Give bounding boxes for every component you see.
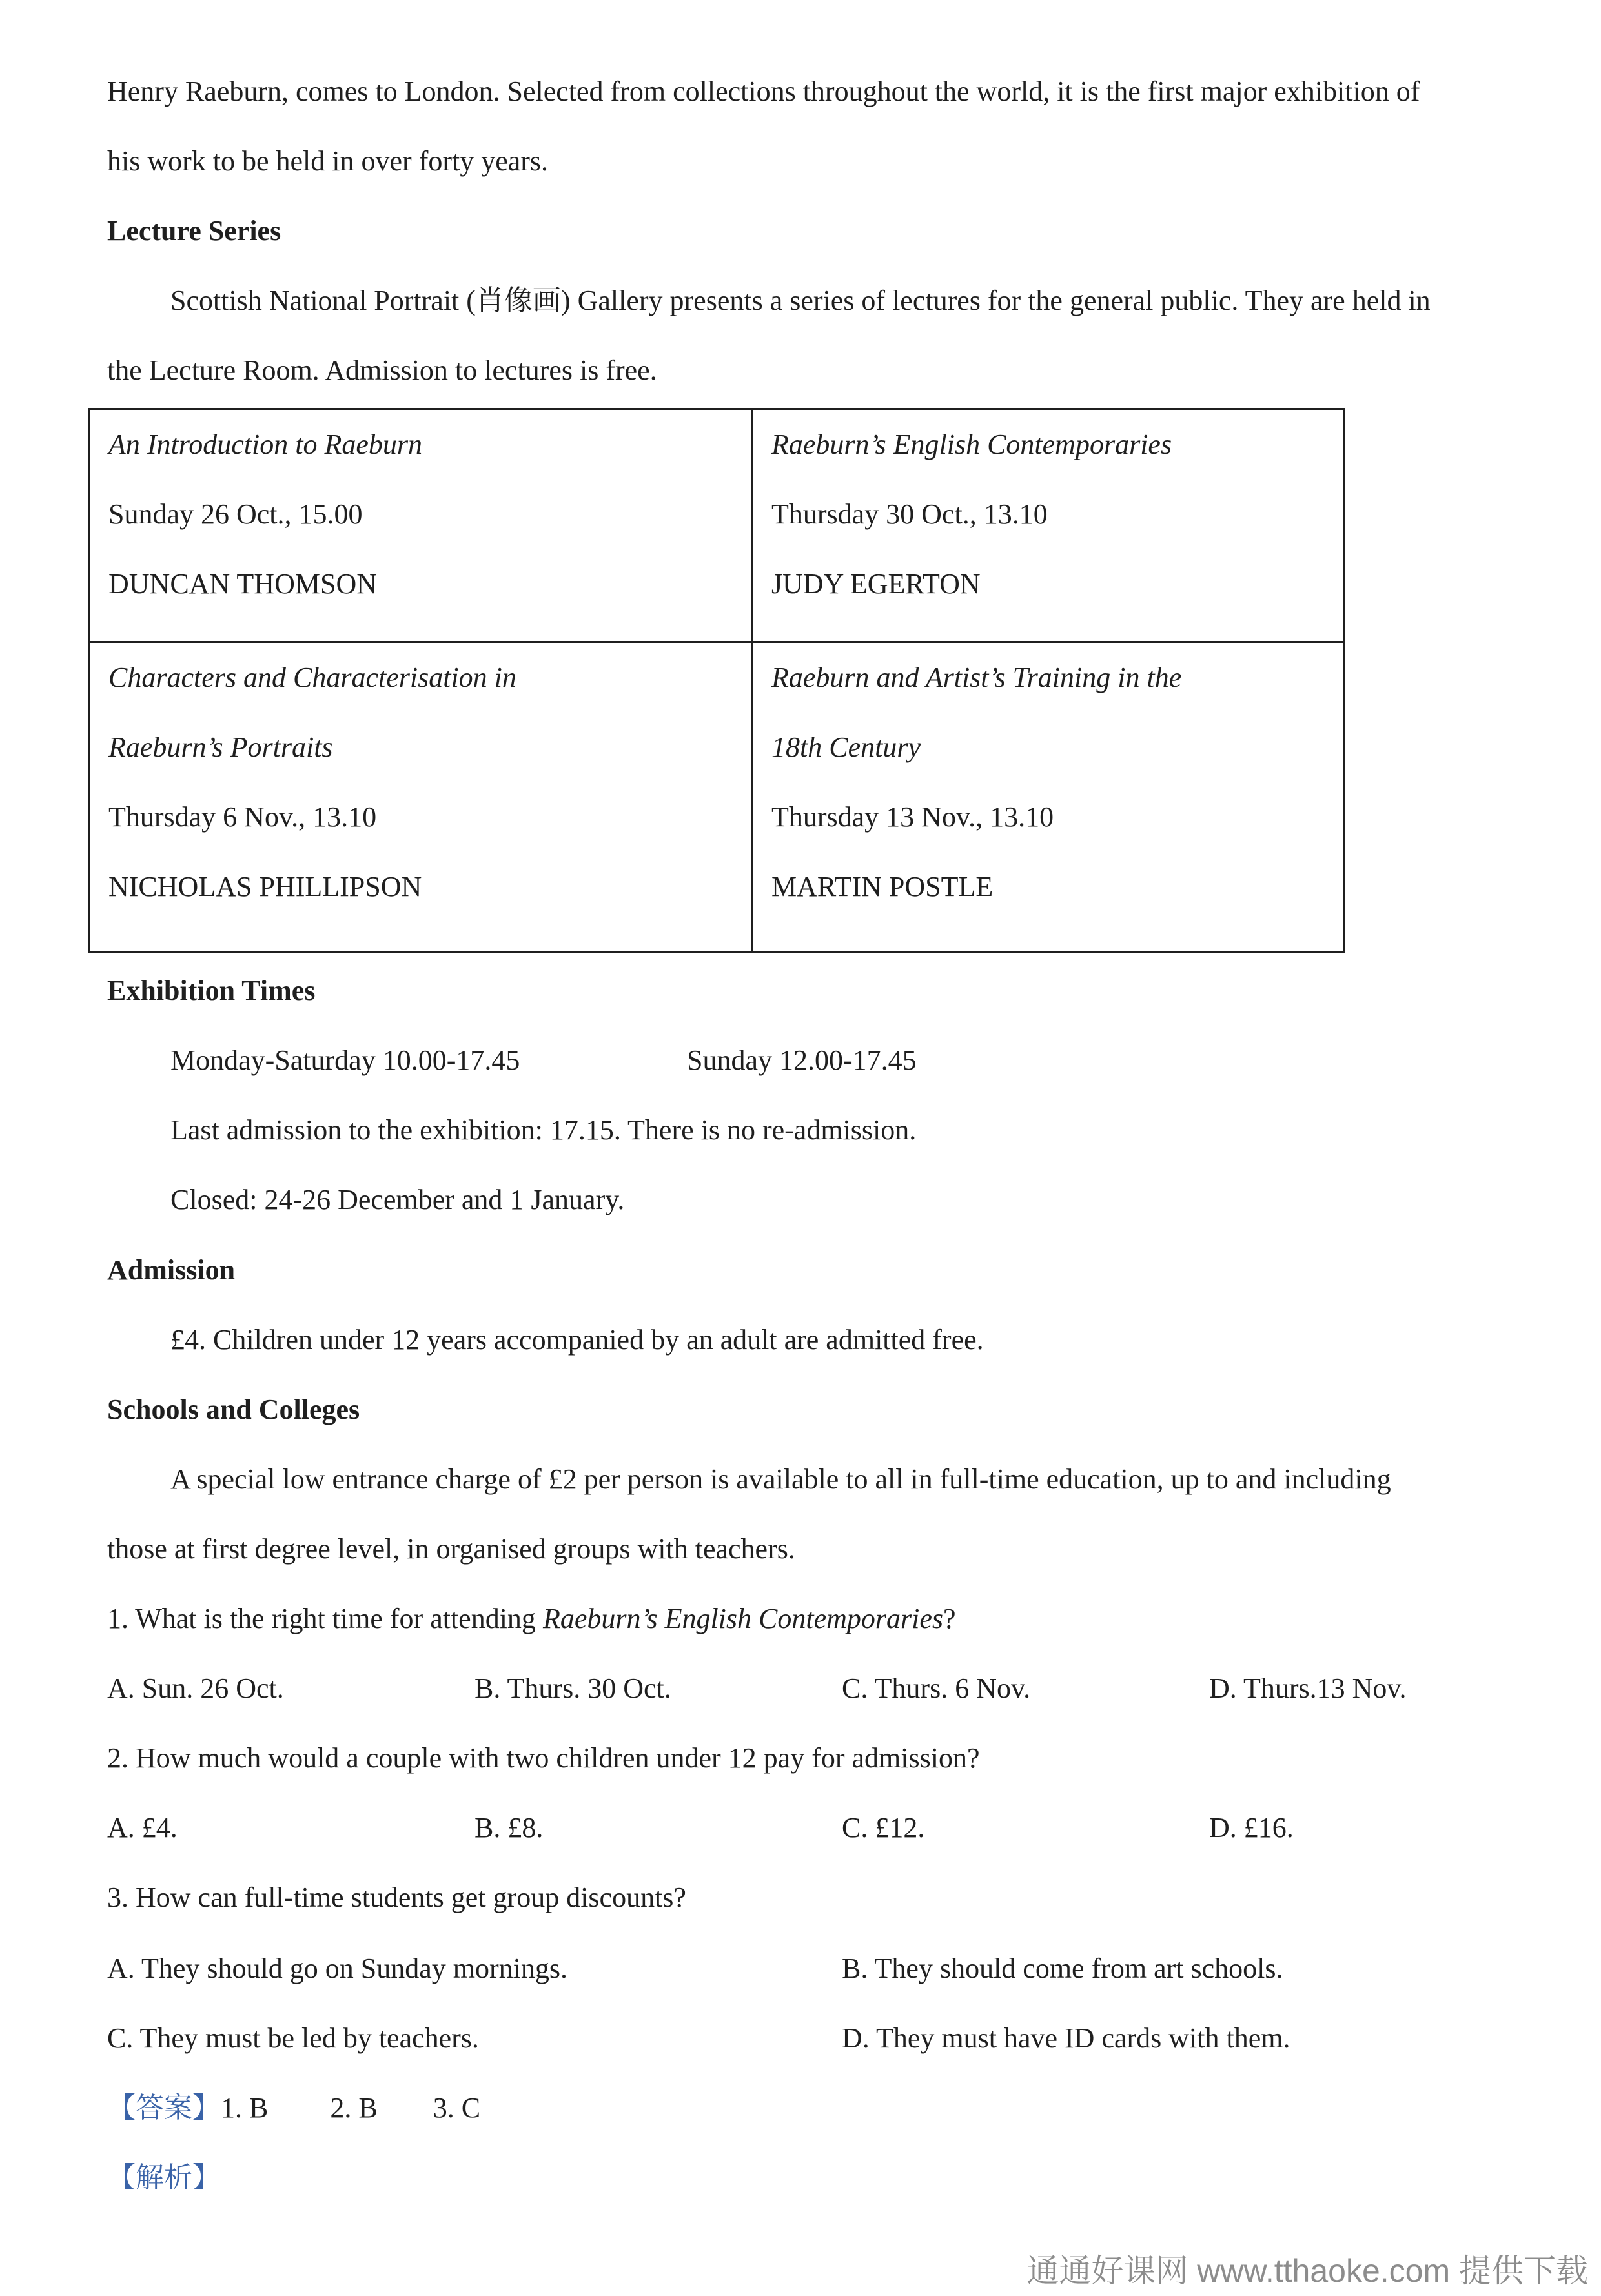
intro-line-2: his work to be held in over forty years. xyxy=(107,145,549,177)
lecture-series-para-line-1: Scottish National Portrait (肖像画) Gallery presents a series of lectures for the general public. They are held in xyxy=(170,285,1431,316)
intro-line-1: Henry Raeburn, comes to London. Selected from collections throughout the world, it is the first major exhibition of xyxy=(107,76,1420,107)
question-1 xyxy=(107,1600,956,1638)
exhibition-sunday-hours: Sunday 12.00-17.45 xyxy=(687,1044,917,1076)
question-1-prefix: 1. What is the right time for attending xyxy=(107,1603,543,1634)
lecture-table-row xyxy=(90,642,1344,953)
lecture-time: Thursday 30 Oct., 13.10 xyxy=(771,498,1048,530)
question-3-option-a: A. They should go on Sunday mornings. xyxy=(107,1953,567,1984)
lecture-cell xyxy=(753,409,1344,642)
question-1-option-c: C. Thurs. 6 Nov. xyxy=(842,1672,1031,1704)
lecture-speaker: NICHOLAS PHILLIPSON xyxy=(108,871,422,903)
lecture-series-heading: Lecture Series xyxy=(107,215,281,247)
question-1-option-a: A. Sun. 26 Oct. xyxy=(107,1672,284,1704)
lecture-title-continued: 18th Century xyxy=(771,731,921,764)
exhibition-last-admission: Last admission to the exhibition: 17.15. There is no re-admission. xyxy=(170,1114,917,1146)
lecture-time: Sunday 26 Oct., 15.00 xyxy=(108,498,363,530)
watermark: 通通好课网 www.tthaoke.com 提供下载 xyxy=(1026,2253,1588,2289)
analysis-tag: 【解析】 xyxy=(107,2162,221,2193)
question-2-option-b: B. £8. xyxy=(474,1812,544,1844)
question-1-option-b: B. Thurs. 30 Oct. xyxy=(474,1672,671,1704)
admission-heading: Admission xyxy=(107,1254,236,1286)
question-1-option-d: D. Thurs.13 Nov. xyxy=(1209,1672,1407,1704)
answer-1: 1. B xyxy=(221,2092,269,2124)
lecture-title: An Introduction to Raeburn xyxy=(108,429,422,460)
lecture-speaker: MARTIN POSTLE xyxy=(771,871,994,903)
answer-2: 2. B xyxy=(330,2092,378,2124)
answer-tag: 【答案】 xyxy=(107,2092,221,2124)
lecture-series-para-line-2: the Lecture Room. Admission to lectures is free. xyxy=(107,354,657,386)
schools-line-2: those at first degree level, in organised groups with teachers. xyxy=(107,1533,795,1565)
lecture-cell xyxy=(90,409,753,642)
lecture-cell xyxy=(90,642,753,953)
lecture-title: Raeburn and Artist’s Training in the xyxy=(771,662,1182,694)
schools-line-1: A special low entrance charge of £2 per person is available to all in full-time education, up to and including xyxy=(170,1463,1391,1495)
lecture-time: Thursday 6 Nov., 13.10 xyxy=(108,801,377,833)
answer-line xyxy=(107,2089,480,2128)
question-3: 3. How can full-time students get group discounts? xyxy=(107,1882,686,1913)
lecture-speaker: DUNCAN THOMSON xyxy=(108,568,378,600)
lecture-table-row xyxy=(90,409,1344,642)
answer-3: 3. C xyxy=(433,2092,481,2124)
question-1-suffix: ? xyxy=(943,1603,956,1634)
lecture-cell xyxy=(753,642,1344,953)
exhibition-times-heading: Exhibition Times xyxy=(107,975,316,1006)
question-3-option-d: D. They must have ID cards with them. xyxy=(842,2022,1290,2054)
exhibition-closed: Closed: 24-26 December and 1 January. xyxy=(170,1184,625,1215)
question-2: 2. How much would a couple with two children under 12 pay for admission? xyxy=(107,1742,980,1774)
question-2-option-c: C. £12. xyxy=(842,1812,925,1844)
question-2-option-d: D. £16. xyxy=(1209,1812,1294,1844)
lecture-title-continued: Raeburn’s Portraits xyxy=(108,731,333,764)
question-3-option-c: C. They must be led by teachers. xyxy=(107,2022,479,2054)
question-1-italic: Raeburn’s English Contemporaries xyxy=(542,1603,944,1634)
schools-heading: Schools and Colleges xyxy=(107,1394,360,1425)
admission-text: £4. Children under 12 years accompanied by an adult are admitted free. xyxy=(170,1324,984,1356)
exhibition-weekday-hours: Monday-Saturday 10.00-17.45 xyxy=(170,1044,520,1076)
question-3-option-b: B. They should come from art schools. xyxy=(842,1953,1283,1984)
lecture-title: Raeburn’s English Contemporaries xyxy=(771,429,1172,460)
lecture-table xyxy=(88,408,1345,953)
question-2-option-a: A. £4. xyxy=(107,1812,178,1844)
lecture-speaker: JUDY EGERTON xyxy=(771,568,981,600)
lecture-time: Thursday 13 Nov., 13.10 xyxy=(771,801,1054,833)
lecture-title: Characters and Characterisation in xyxy=(108,662,516,694)
